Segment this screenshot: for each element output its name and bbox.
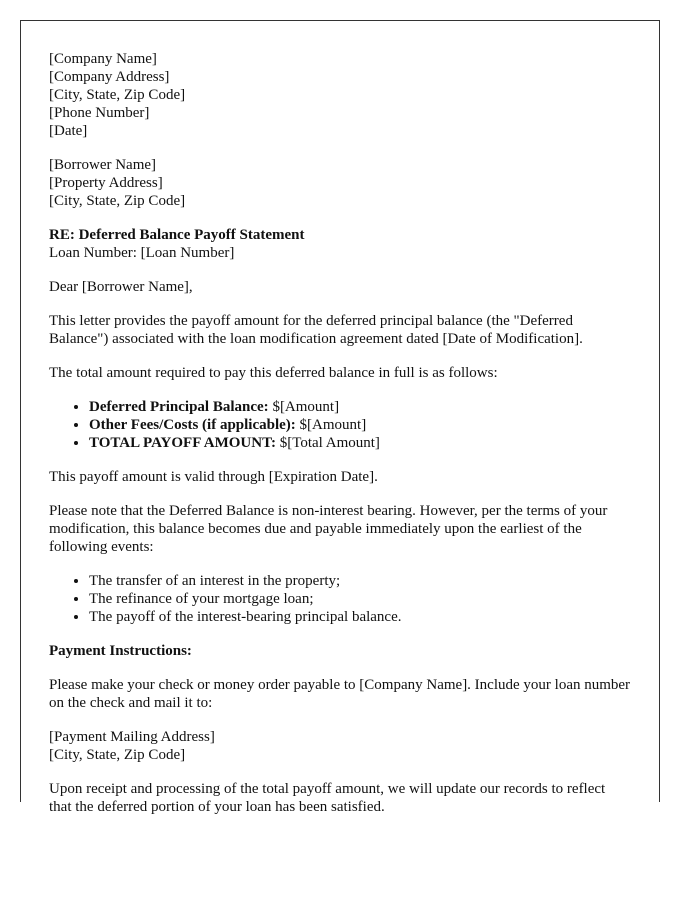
- mailing-address: [Payment Mailing Address] [City, State, Zip Code]: [49, 729, 215, 763]
- amount-list: [49, 398, 631, 452]
- terms-paragraph: Please note that the Deferred Balance is non-interest bearing. However, per the terms of your modification, this balance becomes due and payable immediately upon the earliest of the following events:: [49, 503, 608, 555]
- list-item: • TOTAL PAYOFF AMOUNT: $[Total Amount]: [89, 434, 631, 452]
- intro-paragraph: This letter provides the payoff amount for the deferred principal balance (the "Deferred Balance") associated with the loan modification agreement dated [Date of Modification].: [49, 313, 583, 347]
- payment-heading: Payment Instructions:: [49, 643, 192, 659]
- salutation: Dear [Borrower Name],: [49, 279, 193, 295]
- recipient-block: [Borrower Name] [Property Address] [City, State, Zip Code]: [49, 157, 186, 209]
- validity-paragraph: This payoff amount is valid through [Expiration Date].: [49, 469, 378, 485]
- loan-number: Loan Number: [Loan Number]: [49, 245, 235, 261]
- list-item: • Deferred Principal Balance: $[Amount]: [89, 398, 631, 416]
- payment-paragraph: Please make your check or money order payable to [Company Name]. Include your loan number on the check and mail it to:: [49, 677, 631, 711]
- re-line: RE: Deferred Balance Payoff Statement: [49, 227, 305, 243]
- sender-block: [Company Name] [Company Address] [City, State, Zip Code] [Phone Number] [Date]: [49, 51, 186, 139]
- event-list: [49, 572, 631, 626]
- amount-intro: The total amount required to pay this deferred balance in full is as follows:: [49, 365, 498, 381]
- letter-page: [20, 20, 660, 815]
- list-item: • Other Fees/Costs (if applicable): $[Amount]: [89, 416, 631, 434]
- list-item: • The refinance of your mortgage loan;: [89, 590, 631, 608]
- list-item: • The transfer of an interest in the property;: [89, 572, 631, 590]
- list-item: • The payoff of the interest-bearing principal balance.: [89, 608, 631, 626]
- closing-paragraph: Upon receipt and processing of the total payoff amount, we will update our records to reflect that the deferred portion of your loan has been satisfied.: [49, 781, 606, 815]
- subject-block: [49, 226, 631, 262]
